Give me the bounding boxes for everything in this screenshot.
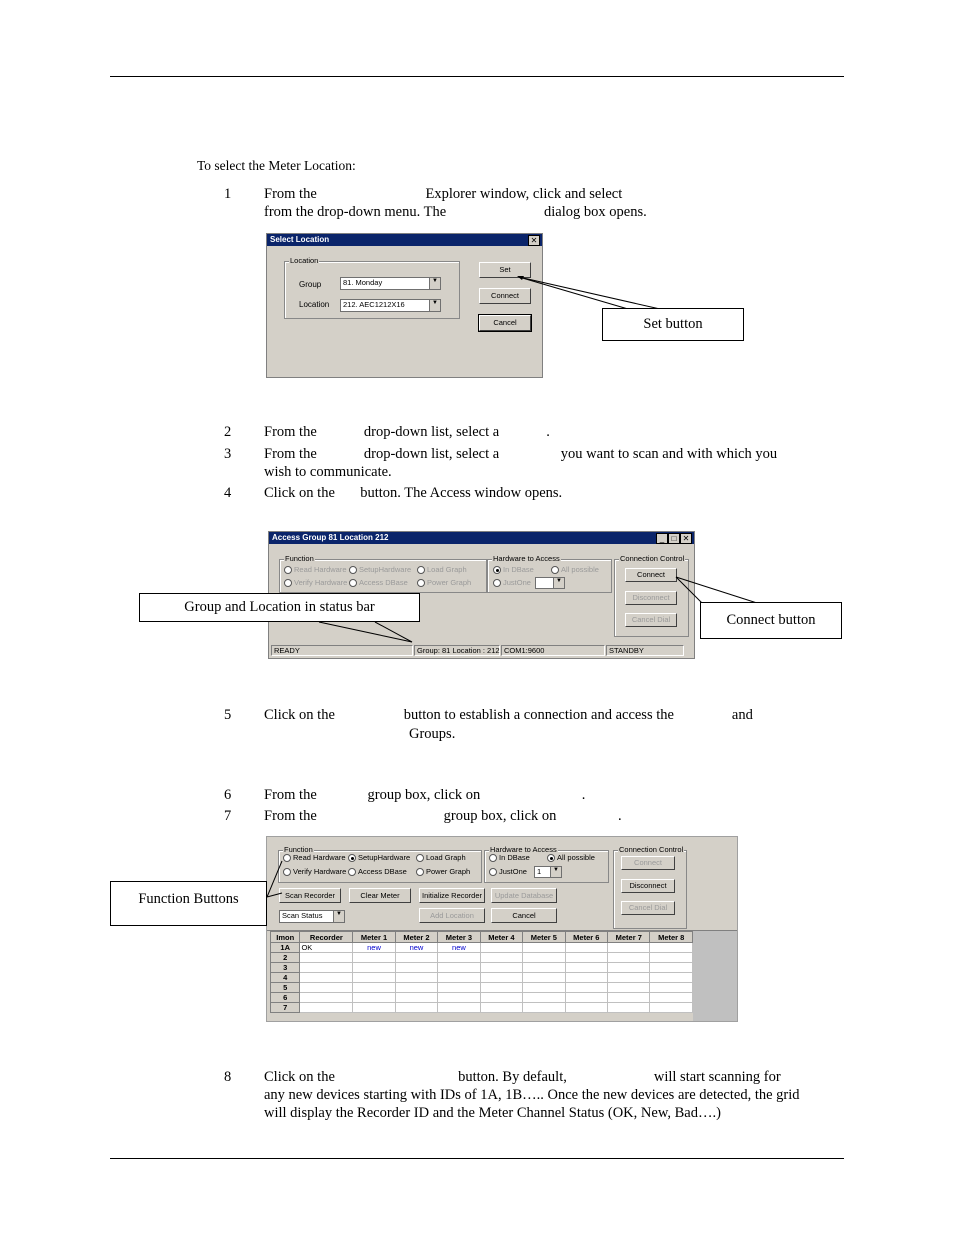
close-icon[interactable]: ✕ [680, 533, 692, 544]
connection-control-label: Connection Control [619, 845, 684, 854]
step-line: Click on the button. By default, will start scanning for [264, 1069, 781, 1085]
row-header: 7 [271, 1003, 300, 1013]
step-number: 6 [224, 787, 232, 803]
chevron-down-icon[interactable]: ▼ [429, 300, 440, 311]
grid-header: Imon [271, 932, 300, 943]
step-line: From the drop-down list, select a . [264, 424, 550, 440]
disconnect-button[interactable]: Disconnect [621, 879, 675, 893]
radio-just-one[interactable]: JustOne [493, 578, 531, 588]
function-buttons-callout: Function Buttons [110, 881, 267, 926]
grid-cell[interactable]: OK [300, 943, 353, 953]
radio-power-graph[interactable]: Power Graph [416, 867, 470, 877]
set-button[interactable]: Set [479, 262, 531, 278]
group-field-label: Group [299, 280, 322, 289]
scan-status-value: Scan Status [282, 911, 323, 920]
status-group-location: Group: 81 Location : 212 [414, 645, 500, 656]
status-com-port: COM1:9600 [501, 645, 605, 656]
minimize-icon[interactable]: _ [656, 533, 668, 544]
radio-setup-hardware[interactable]: SetupHardware [348, 853, 410, 863]
location-select-value: 212. AEC1212X16 [343, 300, 405, 309]
row-header: 3 [271, 963, 300, 973]
radio-just-one[interactable]: JustOne [489, 867, 527, 877]
grid-header: Meter 4 [480, 932, 522, 943]
connect-button-callout: Connect button [700, 602, 842, 639]
location-field-label: Location [299, 300, 330, 309]
step-line: Click on the button to establish a connection and access the and [264, 707, 753, 723]
just-one-value: 1 [537, 867, 542, 876]
radio-in-dbase[interactable]: In DBase [493, 565, 534, 575]
grid-header: Meter 8 [650, 932, 693, 943]
grid-header: Meter 2 [395, 932, 437, 943]
radio-load-graph[interactable]: Load Graph [417, 565, 467, 575]
update-database-button[interactable]: Update Database [491, 888, 557, 903]
step-number: 4 [224, 485, 232, 501]
intro-text: To select the Meter Location: [197, 158, 356, 173]
step-line: from the drop-down menu. The dialog box opens. [264, 204, 647, 220]
chevron-down-icon[interactable]: ▼ [553, 578, 564, 588]
group-location-callout: Group and Location in status bar [139, 593, 420, 622]
row-header: 2 [271, 953, 300, 963]
radio-verify-hardware[interactable]: Verify Hardware [283, 867, 346, 877]
disconnect-button[interactable]: Disconnect [625, 591, 677, 605]
connect-button[interactable]: Connect [479, 288, 531, 304]
step-number: 7 [224, 808, 232, 824]
grid-header: Meter 6 [565, 932, 607, 943]
step-line: will display the Recorder ID and the Meter Channel Status (OK, New, Bad….) [264, 1105, 721, 1121]
cancel-dial-button[interactable]: Cancel Dial [621, 901, 675, 915]
step-line: From the drop-down list, select a you want to scan and with which you [264, 446, 778, 462]
connect-button[interactable]: Connect [625, 568, 677, 582]
group-select-value: 81. Monday [343, 278, 383, 287]
status-ready: READY [271, 645, 413, 656]
cancel-button[interactable]: Cancel [491, 908, 557, 923]
step-line: any new devices starting with IDs of 1A, 1B….. Once the new devices are detected, the grid [264, 1087, 800, 1103]
radio-verify-hardware[interactable]: Verify Hardware [284, 578, 347, 588]
radio-access-dbase[interactable]: Access DBase [349, 578, 408, 588]
grid-header: Recorder [300, 932, 353, 943]
row-header: 6 [271, 993, 300, 1003]
chevron-down-icon[interactable]: ▼ [333, 911, 344, 922]
step-line: From the group box, click on . [264, 808, 622, 824]
step-number: 5 [224, 707, 232, 723]
radio-load-graph[interactable]: Load Graph [416, 853, 466, 863]
radio-in-dbase[interactable]: In DBase [489, 853, 530, 863]
maximize-icon[interactable]: □ [668, 533, 680, 544]
chevron-down-icon[interactable]: ▼ [550, 867, 561, 877]
grid-cell[interactable]: new [353, 943, 395, 953]
radio-read-hardware[interactable]: Read Hardware [284, 565, 347, 575]
grid-header: Meter 3 [438, 932, 480, 943]
status-standby: STANDBY [606, 645, 684, 656]
radio-all-possible[interactable]: All possible [551, 565, 599, 575]
location-group-label: Location [290, 256, 319, 265]
row-header: 4 [271, 973, 300, 983]
step-number: 3 [224, 446, 232, 462]
row-header: 5 [271, 983, 300, 993]
add-location-button[interactable]: Add Location [419, 908, 485, 923]
step-number: 8 [224, 1069, 232, 1085]
step-line: From the Explorer window, click and select [264, 186, 623, 202]
set-button-callout: Set button [602, 308, 744, 341]
step-number: 1 [224, 186, 232, 202]
connection-control-label: Connection Control [620, 554, 685, 563]
radio-all-possible[interactable]: All possible [547, 853, 595, 863]
clear-meter-button[interactable]: Clear Meter [349, 888, 411, 903]
cancel-button[interactable]: Cancel [479, 315, 531, 331]
radio-power-graph[interactable]: Power Graph [417, 578, 471, 588]
scan-recorder-button[interactable]: Scan Recorder [279, 888, 341, 903]
hardware-group-label: Hardware to Access [493, 554, 560, 563]
step-number: 2 [224, 424, 232, 440]
radio-setup-hardware[interactable]: SetupHardware [349, 565, 411, 575]
grid-header: Meter 1 [353, 932, 395, 943]
function-group-label: Function [285, 554, 314, 563]
step-line: Groups. [264, 726, 456, 742]
access-window-title: Access Group 81 Location 212 [269, 532, 694, 544]
initialize-recorder-button[interactable]: Initialize Recorder [419, 888, 485, 903]
function-group-label: Function [284, 845, 313, 854]
dialog-title: Select Location [267, 234, 542, 246]
step-line: From the group box, click on . [264, 787, 586, 803]
radio-access-dbase[interactable]: Access DBase [348, 867, 407, 877]
chevron-down-icon[interactable]: ▼ [429, 278, 440, 289]
step-line: Click on the button. The Access window opens. [264, 485, 563, 501]
hardware-group-label: Hardware to Access [490, 845, 557, 854]
close-icon[interactable]: ✕ [528, 235, 540, 246]
step-line: wish to communicate. [264, 464, 392, 480]
cancel-dial-button[interactable]: Cancel Dial [625, 613, 677, 627]
grid-cell[interactable]: new [395, 943, 437, 953]
grid-header: Meter 7 [608, 932, 650, 943]
connect-button[interactable]: Connect [621, 856, 675, 870]
row-header: 1A [271, 943, 300, 953]
grid-header: Meter 5 [523, 932, 565, 943]
radio-read-hardware[interactable]: Read Hardware [283, 853, 346, 863]
grid-cell[interactable]: new [438, 943, 480, 953]
